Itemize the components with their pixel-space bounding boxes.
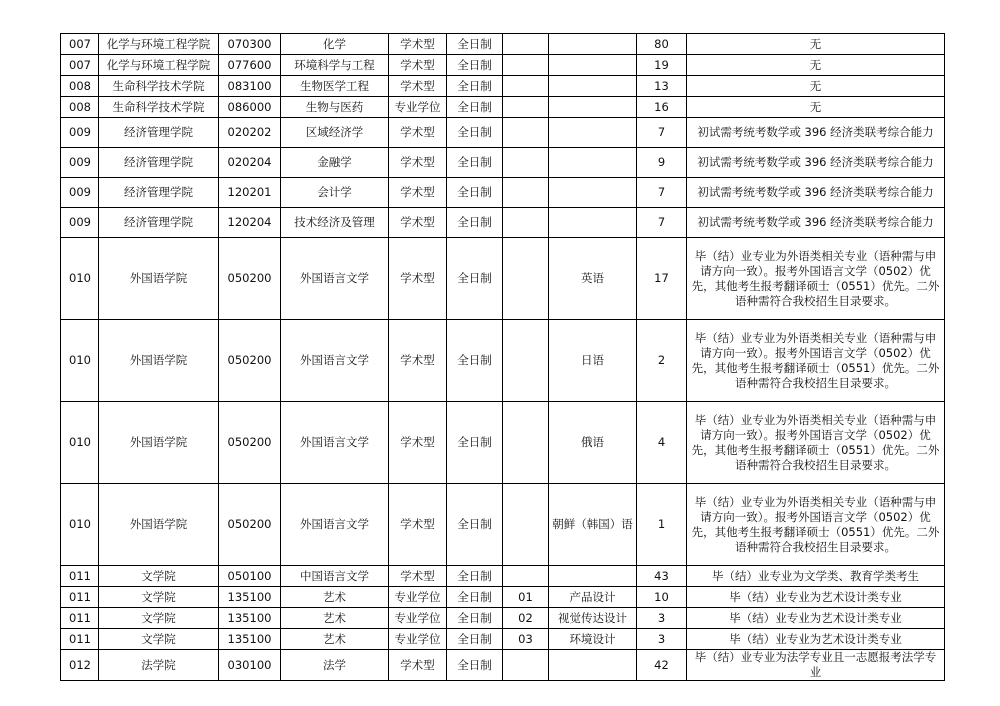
college-code-cell: 012 bbox=[61, 650, 99, 681]
quota-cell: 2 bbox=[637, 320, 687, 402]
remarks-cell: 无 bbox=[687, 55, 945, 76]
direction-name-cell bbox=[549, 566, 637, 587]
major-name-cell: 外国语言文学 bbox=[281, 238, 389, 320]
degree-type-cell: 学术型 bbox=[389, 402, 447, 484]
college-code-cell: 009 bbox=[61, 178, 99, 208]
direction-code-cell bbox=[503, 238, 549, 320]
college-name-cell: 生命科学技术学院 bbox=[99, 76, 219, 97]
college-code-cell: 008 bbox=[61, 76, 99, 97]
degree-type-cell: 学术型 bbox=[389, 650, 447, 681]
table-row bbox=[61, 97, 945, 118]
remarks-cell: 毕（结）业专业为艺术设计类专业 bbox=[687, 629, 945, 650]
direction-code-cell bbox=[503, 118, 549, 148]
direction-code-cell: 03 bbox=[503, 629, 549, 650]
study-mode-cell: 全日制 bbox=[447, 208, 503, 238]
direction-name-cell bbox=[549, 76, 637, 97]
direction-name-cell: 俄语 bbox=[549, 402, 637, 484]
table-row bbox=[61, 629, 945, 650]
major-code-cell: 077600 bbox=[219, 55, 281, 76]
table-body bbox=[61, 34, 945, 681]
quota-cell: 42 bbox=[637, 650, 687, 681]
remarks-cell: 毕（结）业专业为法学专业且一志愿报考法学专业 bbox=[687, 650, 945, 681]
direction-code-cell bbox=[503, 566, 549, 587]
major-code-cell: 135100 bbox=[219, 629, 281, 650]
major-code-cell: 020204 bbox=[219, 148, 281, 178]
table-row bbox=[61, 402, 945, 484]
college-code-cell: 007 bbox=[61, 34, 99, 55]
admissions-table bbox=[60, 33, 945, 681]
direction-code-cell bbox=[503, 148, 549, 178]
table-row bbox=[61, 608, 945, 629]
quota-cell: 16 bbox=[637, 97, 687, 118]
major-code-cell: 070300 bbox=[219, 34, 281, 55]
college-name-cell: 文学院 bbox=[99, 587, 219, 608]
degree-type-cell: 学术型 bbox=[389, 484, 447, 566]
direction-code-cell bbox=[503, 178, 549, 208]
college-code-cell: 010 bbox=[61, 402, 99, 484]
quota-cell: 7 bbox=[637, 118, 687, 148]
remarks-cell: 初试需考统考数学或 396 经济类联考综合能力 bbox=[687, 208, 945, 238]
direction-name-cell: 环境设计 bbox=[549, 629, 637, 650]
table-row bbox=[61, 34, 945, 55]
college-code-cell: 010 bbox=[61, 484, 99, 566]
degree-type-cell: 学术型 bbox=[389, 178, 447, 208]
major-name-cell: 金融学 bbox=[281, 148, 389, 178]
college-code-cell: 011 bbox=[61, 566, 99, 587]
direction-name-cell: 日语 bbox=[549, 320, 637, 402]
study-mode-cell: 全日制 bbox=[447, 76, 503, 97]
quota-cell: 10 bbox=[637, 587, 687, 608]
college-name-cell: 经济管理学院 bbox=[99, 178, 219, 208]
major-name-cell: 化学 bbox=[281, 34, 389, 55]
study-mode-cell: 全日制 bbox=[447, 118, 503, 148]
study-mode-cell: 全日制 bbox=[447, 629, 503, 650]
major-name-cell: 法学 bbox=[281, 650, 389, 681]
college-code-cell: 011 bbox=[61, 587, 99, 608]
major-name-cell: 区域经济学 bbox=[281, 118, 389, 148]
direction-name-cell: 视觉传达设计 bbox=[549, 608, 637, 629]
direction-name-cell bbox=[549, 650, 637, 681]
major-code-cell: 120204 bbox=[219, 208, 281, 238]
college-name-cell: 外国语学院 bbox=[99, 320, 219, 402]
major-name-cell: 外国语言文学 bbox=[281, 484, 389, 566]
remarks-cell: 毕（结）业专业为文学类、教育学类考生 bbox=[687, 566, 945, 587]
remarks-cell: 无 bbox=[687, 97, 945, 118]
remarks-cell: 毕（结）业专业为外语类相关专业（语种需与申请方向一致）。报考外国语言文学（0502）优先，其他考生报考翻译硕士（0551）优先。二外语种需符合我校招生目录要求。 bbox=[687, 484, 945, 566]
major-name-cell: 生物与医药 bbox=[281, 97, 389, 118]
direction-name-cell bbox=[549, 55, 637, 76]
direction-name-cell bbox=[549, 34, 637, 55]
college-code-cell: 008 bbox=[61, 97, 99, 118]
major-code-cell: 135100 bbox=[219, 608, 281, 629]
table-row bbox=[61, 76, 945, 97]
degree-type-cell: 学术型 bbox=[389, 238, 447, 320]
table-row bbox=[61, 650, 945, 681]
quota-cell: 80 bbox=[637, 34, 687, 55]
college-code-cell: 010 bbox=[61, 238, 99, 320]
table-row bbox=[61, 566, 945, 587]
major-code-cell: 020202 bbox=[219, 118, 281, 148]
study-mode-cell: 全日制 bbox=[447, 484, 503, 566]
study-mode-cell: 全日制 bbox=[447, 320, 503, 402]
college-code-cell: 011 bbox=[61, 608, 99, 629]
major-code-cell: 050200 bbox=[219, 320, 281, 402]
quota-cell: 3 bbox=[637, 608, 687, 629]
direction-code-cell bbox=[503, 34, 549, 55]
direction-name-cell: 产品设计 bbox=[549, 587, 637, 608]
college-name-cell: 文学院 bbox=[99, 608, 219, 629]
direction-code-cell bbox=[503, 402, 549, 484]
quota-cell: 43 bbox=[637, 566, 687, 587]
major-name-cell: 中国语言文学 bbox=[281, 566, 389, 587]
direction-code-cell: 01 bbox=[503, 587, 549, 608]
college-name-cell: 文学院 bbox=[99, 629, 219, 650]
major-code-cell: 120201 bbox=[219, 178, 281, 208]
college-code-cell: 010 bbox=[61, 320, 99, 402]
quota-cell: 19 bbox=[637, 55, 687, 76]
college-name-cell: 文学院 bbox=[99, 566, 219, 587]
table-row bbox=[61, 208, 945, 238]
direction-name-cell bbox=[549, 97, 637, 118]
college-name-cell: 经济管理学院 bbox=[99, 148, 219, 178]
direction-name-cell bbox=[549, 178, 637, 208]
major-name-cell: 环境科学与工程 bbox=[281, 55, 389, 76]
degree-type-cell: 专业学位 bbox=[389, 629, 447, 650]
direction-code-cell bbox=[503, 320, 549, 402]
degree-type-cell: 学术型 bbox=[389, 118, 447, 148]
study-mode-cell: 全日制 bbox=[447, 178, 503, 208]
college-name-cell: 化学与环境工程学院 bbox=[99, 34, 219, 55]
table-row bbox=[61, 484, 945, 566]
table-row bbox=[61, 238, 945, 320]
degree-type-cell: 专业学位 bbox=[389, 608, 447, 629]
remarks-cell: 初试需考统考数学或 396 经济类联考综合能力 bbox=[687, 148, 945, 178]
direction-code-cell bbox=[503, 76, 549, 97]
table-row bbox=[61, 55, 945, 76]
college-code-cell: 009 bbox=[61, 208, 99, 238]
direction-code-cell bbox=[503, 55, 549, 76]
degree-type-cell: 专业学位 bbox=[389, 587, 447, 608]
college-name-cell: 外国语学院 bbox=[99, 402, 219, 484]
major-name-cell: 外国语言文学 bbox=[281, 320, 389, 402]
table-row bbox=[61, 320, 945, 402]
major-name-cell: 生物医学工程 bbox=[281, 76, 389, 97]
direction-name-cell bbox=[549, 208, 637, 238]
college-name-cell: 生命科学技术学院 bbox=[99, 97, 219, 118]
college-name-cell: 化学与环境工程学院 bbox=[99, 55, 219, 76]
quota-cell: 7 bbox=[637, 208, 687, 238]
table-row bbox=[61, 118, 945, 148]
study-mode-cell: 全日制 bbox=[447, 587, 503, 608]
remarks-cell: 无 bbox=[687, 76, 945, 97]
quota-cell: 17 bbox=[637, 238, 687, 320]
direction-name-cell bbox=[549, 148, 637, 178]
college-name-cell: 法学院 bbox=[99, 650, 219, 681]
college-name-cell: 经济管理学院 bbox=[99, 118, 219, 148]
remarks-cell: 初试需考统考数学或 396 经济类联考综合能力 bbox=[687, 178, 945, 208]
degree-type-cell: 专业学位 bbox=[389, 97, 447, 118]
quota-cell: 7 bbox=[637, 178, 687, 208]
remarks-cell: 无 bbox=[687, 34, 945, 55]
major-code-cell: 086000 bbox=[219, 97, 281, 118]
major-code-cell: 050200 bbox=[219, 402, 281, 484]
major-name-cell: 技术经济及管理 bbox=[281, 208, 389, 238]
college-code-cell: 007 bbox=[61, 55, 99, 76]
major-code-cell: 050200 bbox=[219, 484, 281, 566]
degree-type-cell: 学术型 bbox=[389, 566, 447, 587]
degree-type-cell: 学术型 bbox=[389, 76, 447, 97]
degree-type-cell: 学术型 bbox=[389, 148, 447, 178]
college-name-cell: 外国语学院 bbox=[99, 238, 219, 320]
direction-code-cell: 02 bbox=[503, 608, 549, 629]
quota-cell: 13 bbox=[637, 76, 687, 97]
direction-code-cell bbox=[503, 208, 549, 238]
quota-cell: 4 bbox=[637, 402, 687, 484]
college-code-cell: 011 bbox=[61, 629, 99, 650]
major-code-cell: 135100 bbox=[219, 587, 281, 608]
remarks-cell: 毕（结）业专业为艺术设计类专业 bbox=[687, 587, 945, 608]
college-code-cell: 009 bbox=[61, 148, 99, 178]
study-mode-cell: 全日制 bbox=[447, 148, 503, 178]
degree-type-cell: 学术型 bbox=[389, 320, 447, 402]
study-mode-cell: 全日制 bbox=[447, 34, 503, 55]
remarks-cell: 毕（结）业专业为艺术设计类专业 bbox=[687, 608, 945, 629]
direction-name-cell bbox=[549, 118, 637, 148]
degree-type-cell: 学术型 bbox=[389, 55, 447, 76]
study-mode-cell: 全日制 bbox=[447, 55, 503, 76]
direction-name-cell: 朝鲜（韩国）语 bbox=[549, 484, 637, 566]
major-name-cell: 会计学 bbox=[281, 178, 389, 208]
college-name-cell: 外国语学院 bbox=[99, 484, 219, 566]
table-row bbox=[61, 178, 945, 208]
study-mode-cell: 全日制 bbox=[447, 402, 503, 484]
direction-code-cell bbox=[503, 97, 549, 118]
major-name-cell: 外国语言文学 bbox=[281, 402, 389, 484]
degree-type-cell: 学术型 bbox=[389, 208, 447, 238]
table-row bbox=[61, 587, 945, 608]
degree-type-cell: 学术型 bbox=[389, 34, 447, 55]
study-mode-cell: 全日制 bbox=[447, 238, 503, 320]
remarks-cell: 毕（结）业专业为外语类相关专业（语种需与申请方向一致）。报考外国语言文学（0502）优先，其他考生报考翻译硕士（0551）优先。二外语种需符合我校招生目录要求。 bbox=[687, 320, 945, 402]
remarks-cell: 初试需考统考数学或 396 经济类联考综合能力 bbox=[687, 118, 945, 148]
major-name-cell: 艺术 bbox=[281, 608, 389, 629]
major-code-cell: 050100 bbox=[219, 566, 281, 587]
college-code-cell: 009 bbox=[61, 118, 99, 148]
study-mode-cell: 全日制 bbox=[447, 650, 503, 681]
direction-name-cell: 英语 bbox=[549, 238, 637, 320]
major-name-cell: 艺术 bbox=[281, 629, 389, 650]
remarks-cell: 毕（结）业专业为外语类相关专业（语种需与申请方向一致）。报考外国语言文学（0502）优先，其他考生报考翻译硕士（0551）优先。二外语种需符合我校招生目录要求。 bbox=[687, 402, 945, 484]
college-name-cell: 经济管理学院 bbox=[99, 208, 219, 238]
major-code-cell: 083100 bbox=[219, 76, 281, 97]
direction-code-cell bbox=[503, 650, 549, 681]
quota-cell: 3 bbox=[637, 629, 687, 650]
study-mode-cell: 全日制 bbox=[447, 608, 503, 629]
study-mode-cell: 全日制 bbox=[447, 566, 503, 587]
quota-cell: 1 bbox=[637, 484, 687, 566]
direction-code-cell bbox=[503, 484, 549, 566]
remarks-cell: 毕（结）业专业为外语类相关专业（语种需与申请方向一致）。报考外国语言文学（0502）优先，其他考生报考翻译硕士（0551）优先。二外语种需符合我校招生目录要求。 bbox=[687, 238, 945, 320]
study-mode-cell: 全日制 bbox=[447, 97, 503, 118]
major-code-cell: 050200 bbox=[219, 238, 281, 320]
major-code-cell: 030100 bbox=[219, 650, 281, 681]
table-row bbox=[61, 148, 945, 178]
quota-cell: 9 bbox=[637, 148, 687, 178]
major-name-cell: 艺术 bbox=[281, 587, 389, 608]
